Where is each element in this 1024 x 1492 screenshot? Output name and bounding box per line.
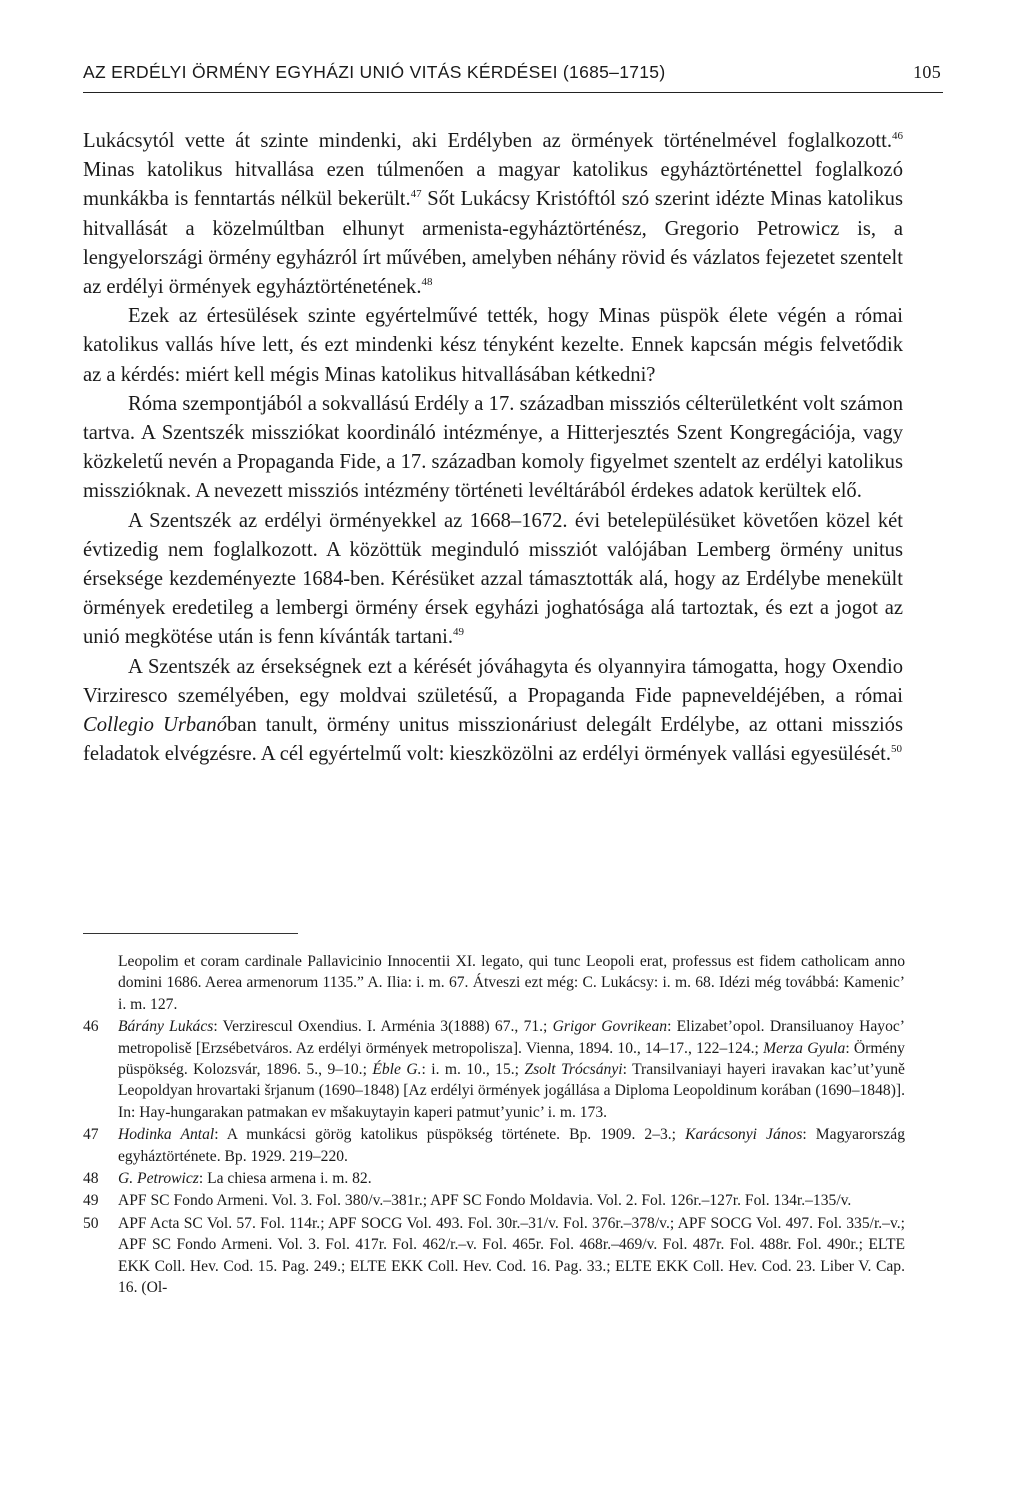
text-run: Sőt Lukácsy Kristóftól szó szerint idézte Minas katolikus hitvallását a közelmúltban elhunyt armenista-egyháztörténész, Gregorio Petrowicz is, a lengyelországi örmény egyházról írt művében, amelyben néhány rövid és vázlatos fejezetet szentelt az erdélyi örmények egyháztörténetének. xyxy=(83,188,903,299)
body-text xyxy=(83,127,903,769)
text-run: : Verzirescul Oxendius. I. Arménia 3(1888) 67., 71.; xyxy=(213,1018,553,1036)
paragraph-5 xyxy=(83,653,903,770)
italic-run: Collegio Urbanó xyxy=(83,714,228,737)
header-rule xyxy=(83,92,943,93)
paragraph-2: Ezek az értesülések szinte egyértelművé tették, hogy Minas püspök élete végén a római katolikus vallás híve lett, és ezt mindenki kész tényként kezelte. Ennek kapcsán mégis felvetődik az a kérdés: miért kell mégis Minas katolikus hitvallásában kétkedni? xyxy=(83,305,903,386)
footnote-number: 47 xyxy=(83,1126,99,1144)
text-run: : Örmény püspökség. Kolozsvár, 1896. 5., 9–10.; xyxy=(118,1039,905,1079)
page-number: 105 xyxy=(913,62,941,82)
text-run: APF Acta SC Vol. 57. Fol. 114r.; APF SOCG Vol. 493. Fol. 30r.–31/v. Fol. 376r.–378/v.; APF SOCG Vol. 497. Fol. 335/r.–v.; APF SC Fondo Armeni. Vol. 3. Fol. 417r. Fol. 462/r.–v. Fol. 465r. Fol. 468r.–469/v. Fol. 487r. Fol. 488r. Fol. 490r.; ELTE EKK Coll. Hev. Cod. 15. Pag. 249.; ELTE EKK Coll. Hev. Cod. 16. Pag. 33.; ELTE EKK Coll. Hev. Cod. 23. Liber V. Cap. 16. (Ol- xyxy=(118,1214,905,1297)
footnote-ref-46[interactable]: 46 xyxy=(892,130,903,142)
footnote-50 xyxy=(83,1213,905,1299)
text-run: : Elizabet’opol. Dransiluanoy Hayoc’ metropolisě [Erzsébetváros. Az erdélyi örmények metropolisza]. Vienna, 1894. 10., 14–17., 122–124.; xyxy=(118,1018,905,1057)
paragraph-3: Róma szempontjából a sokvallású Erdély a 17. században missziós célterületként volt számon tartva. A Szentszék missziókat koordináló intézménye, a Hitterjesztés Szent Kongregációja, vagy közkeletű nevén a Propaganda Fide, a 17. században komoly figyelmet szentelt az erdélyi katolikus misszióknak. A nevezett missziós intézmény történeti levéltárából érdekes adatok kerültek elő. xyxy=(83,392,903,503)
footnote-48 xyxy=(83,1168,905,1189)
footnote-number: 46 xyxy=(83,1018,99,1036)
footnote-continuation: Leopolim et coram cardinale Pallavicinio Innocentii XI. legato, qui tunc Leopoli erat, professus est fidem catholicam anno domini 1686. Aerea armenorum 1135.” A. Ilia: i. m. 67. Átveszi ezt még: C. Lukácsy: i. m. 68. Idézi még továbbá: Kamenic’ i. m. 127. xyxy=(118,953,905,1013)
running-title: AZ ERDÉLYI ÖRMÉNY EGYHÁZI UNIÓ VITÁS KÉRDÉSEI (1685–1715) xyxy=(83,62,666,82)
text-run: ban tanult, örmény unitus misszionáriust delegált Erdélybe, az ottani missziós feladatok elvégzésre. A cél egyértelmű volt: kieszközölni az erdélyi örmények vallási egyesülését. xyxy=(83,714,903,766)
footnote-number: 48 xyxy=(83,1170,99,1188)
footnotes xyxy=(83,951,905,1300)
footnote-number: 49 xyxy=(83,1192,99,1210)
footnote-ref-47[interactable]: 47 xyxy=(410,188,422,201)
footnote-ref-49[interactable]: 49 xyxy=(453,626,465,639)
text-run: A Szentszék az erdélyi örményekkel az 1668–1672. évi betelepülésüket követően közel két évtizedig nem foglalkozott. A közöttük meginduló missziót valójában Lemberg örmény unitus érseksége kezdeményezte 1684-ben. Kérésüket azzal támasztották alá, hogy az Erdélybe menekült örmények eredetileg a lembergi örmény érsek egyházi joghatósága alá tartoztak, és ezt a jogot az unió megkötése után is fenn kívánták tartani. xyxy=(83,509,903,649)
paragraph-1 xyxy=(83,127,903,302)
footnote-rule xyxy=(83,933,298,934)
text-run: : La chiesa armena i. m. 82. xyxy=(198,1170,372,1188)
text-run: Lukácsytól vette át szinte mindenki, aki Erdélyben az örmények történelmével foglalkozott. xyxy=(83,130,892,152)
text-run: : Magyarország egyháztörténete. Bp. 1929. 219–220. xyxy=(118,1126,905,1165)
text-run: : A munkácsi görög katolikus püspökség története. Bp. 1909. 2–3.; xyxy=(214,1126,686,1144)
footnote-ref-48[interactable]: 48 xyxy=(421,276,433,289)
footnote-47 xyxy=(83,1124,905,1167)
text-run: Minas katolikus hitvallása ezen túlmenően a magyar katolikus egyháztörténettel foglalkozó munkákba is fenntartás nélkül bekerült. xyxy=(83,159,903,211)
author: Grigor Govrikean xyxy=(552,1018,668,1036)
author: Merza Gyula xyxy=(763,1039,846,1057)
author: Bárány Lukács xyxy=(118,1018,214,1036)
author: Hodinka Antal xyxy=(118,1126,215,1144)
author: G. Petrowicz xyxy=(118,1170,199,1188)
text-run: : i. m. 10., 15.; xyxy=(421,1061,525,1079)
author: Zsolt Trócsányi xyxy=(524,1061,623,1079)
text-run: APF SC Fondo Armeni. Vol. 3. Fol. 380/v.–381r.; APF SC Fondo Moldavia. Vol. 2. Fol. 126r.–127r. Fol. 134r.–135/v. xyxy=(118,1192,852,1210)
footnote-ref-50[interactable]: 50 xyxy=(891,743,902,756)
text-run: : Transilvaniayi hayeri iravakan kac’ut’yuně Leopoldyan hrovartaki šrjanum (1690–1848) [Az erdélyi örmények jogállása a Diploma Leopoldinum korában (1690–1848)]. In: Hay-hungarakan patmakan ev mšakuytayin kaperi patmut’yunic’ i. m. 173. xyxy=(118,1061,905,1121)
running-head xyxy=(83,62,943,90)
text-run: A Szentszék az érsekségnek ezt a kérését jóváhagyta és olyannyira támogatta, hogy Oxendio Virziresco személyében, egy moldvai születésű, a Propaganda Fide papneveldéjében, a római xyxy=(83,655,903,707)
author: Karácsonyi János xyxy=(685,1126,803,1144)
footnote-49 xyxy=(83,1190,905,1211)
author: Éble G. xyxy=(372,1061,422,1079)
footnote-46 xyxy=(83,1016,905,1123)
paragraph-4 xyxy=(83,507,903,653)
footnote-number: 50 xyxy=(83,1214,99,1232)
